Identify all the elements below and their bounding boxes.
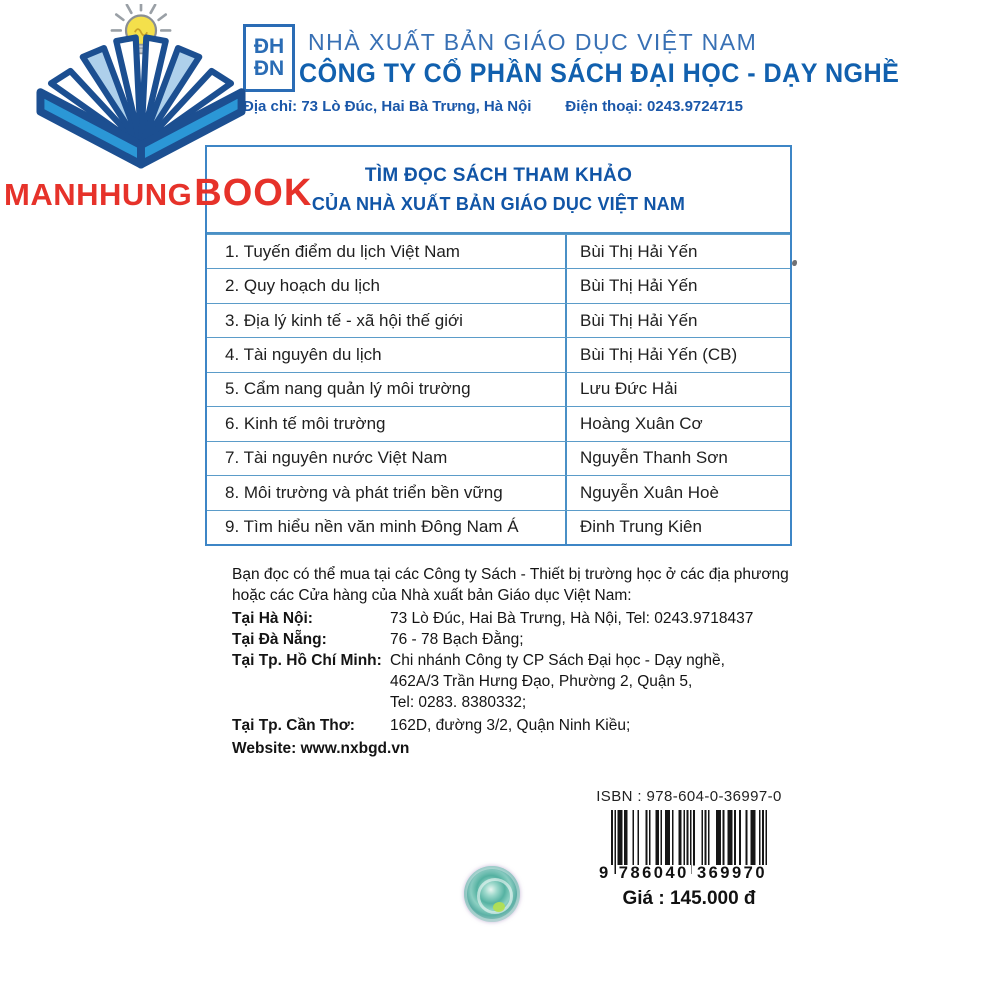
book-author: Bùi Thị Hải Yến (CB) <box>565 338 790 371</box>
publisher-website: Website: www.nxbgd.vn <box>232 740 410 757</box>
location-row-cantho <box>232 715 792 736</box>
table-title-line2: CỦA NHÀ XUẤT BẢN GIÁO DỤC VIỆT NAM <box>311 193 686 214</box>
table-row <box>207 268 790 302</box>
location-label: Tại Hà Nội: <box>232 610 313 627</box>
print-speck-artifact <box>792 260 797 266</box>
barcode-digit-group: 369970 <box>696 864 767 882</box>
book-title: 8. Môi trường và phát triển bền vững <box>225 482 503 502</box>
location-row-hanoi <box>232 608 792 629</box>
location-address: 76 - 78 Bạch Đằng; <box>390 631 524 648</box>
publisher-name: NHÀ XUẤT BẢN GIÁO DỤC VIỆT NAM <box>308 29 758 55</box>
barcode-digit-group: 786040 <box>618 864 689 882</box>
brand-name-bold: BOOK <box>194 172 313 214</box>
publisher-logo-line2: ĐN <box>253 57 285 80</box>
book-author: Bùi Thị Hải Yến <box>565 304 790 337</box>
publisher-address: Địa chỉ: 73 Lò Đúc, Hai Bà Trưng, Hà Nội <box>243 98 532 115</box>
book-title: 1. Tuyến điểm du lịch Việt Nam <box>225 241 460 261</box>
book-author: Hoàng Xuân Cơ <box>565 407 790 440</box>
barcode-digits <box>597 865 769 882</box>
location-row-danang <box>232 629 792 650</box>
publisher-logo-line1: ĐH <box>253 35 285 58</box>
barcode <box>599 810 767 882</box>
purchase-intro-line2: hoặc các Cửa hàng của Nhà xuất bản Giáo dục Việt Nam: <box>232 587 632 604</box>
location-label: Tại Đà Nẵng: <box>232 631 327 648</box>
price-label: Giá : 145.000 đ <box>622 888 756 909</box>
book-author: Bùi Thị Hải Yến <box>565 269 790 302</box>
table-title-line1: TÌM ĐỌC SÁCH THAM KHẢO <box>364 164 633 186</box>
table-row <box>207 475 790 509</box>
book-title: 5. Cẩm nang quản lý môi trường <box>225 379 471 399</box>
open-book-icon <box>16 4 266 176</box>
isbn-block <box>583 788 795 910</box>
book-author: Lưu Đức Hải <box>565 373 790 406</box>
location-address: 162D, đường 3/2, Quận Ninh Kiều; <box>390 717 631 734</box>
table-row <box>207 406 790 440</box>
location-address: Chi nhánh Công ty CP Sách Đại học - Dạy nghề, <box>390 652 725 669</box>
location-address: 462A/3 Trần Hưng Đạo, Phường 2, Quận 5, <box>390 673 693 690</box>
publisher-contact <box>243 98 743 115</box>
isbn-label: ISBN : 978-604-0-36997-0 <box>596 788 782 805</box>
table-row <box>207 441 790 475</box>
purchase-intro <box>232 564 792 606</box>
book-author: Nguyễn Xuân Hoè <box>565 476 790 509</box>
location-row-hcmc <box>232 650 792 671</box>
watermark-logo <box>0 0 313 230</box>
book-title: 3. Địa lý kinh tế - xã hội thế giới <box>225 310 463 330</box>
location-address: Tel: 0283. 8380332; <box>390 694 527 711</box>
table-row <box>207 372 790 406</box>
brand-name-regular: MANHHUNG <box>4 177 193 212</box>
location-label: Tại Tp. Hồ Chí Minh: <box>232 652 382 669</box>
publisher-company: CÔNG TY CỔ PHẦN SÁCH ĐẠI HỌC - DẠY NGHỀ <box>299 58 900 88</box>
purchase-info <box>232 564 792 759</box>
publisher-phone: Điện thoại: 0243.9724715 <box>565 98 743 115</box>
book-title: 2. Quy hoạch du lịch <box>225 276 380 296</box>
location-label: Tại Tp. Cần Thơ: <box>232 717 355 734</box>
book-author: Bùi Thị Hải Yến <box>565 235 790 268</box>
table-row <box>207 303 790 337</box>
barcode-digit-group: 9 <box>599 864 611 882</box>
book-title: 6. Kinh tế môi trường <box>225 413 386 433</box>
book-author: Nguyễn Thanh Sơn <box>565 442 790 475</box>
brand-text <box>4 172 312 215</box>
book-title: 4. Tài nguyên du lịch <box>225 345 382 365</box>
location-address: 73 Lò Đúc, Hai Bà Trưng, Hà Nội, Tel: 0243.9718437 <box>390 610 754 627</box>
hologram-seal-icon <box>464 866 520 922</box>
table-row <box>207 337 790 371</box>
table-row <box>207 234 790 268</box>
book-title: 7. Tài nguyên nước Việt Nam <box>225 448 448 468</box>
table-row <box>207 510 790 544</box>
book-author: Đinh Trung Kiên <box>565 511 790 544</box>
book-title: 9. Tìm hiểu nền văn minh Đông Nam Á <box>225 517 519 537</box>
purchase-intro-line1: Bạn đọc có thể mua tại các Công ty Sách - Thiết bị trường học ở các địa phương <box>232 566 789 583</box>
